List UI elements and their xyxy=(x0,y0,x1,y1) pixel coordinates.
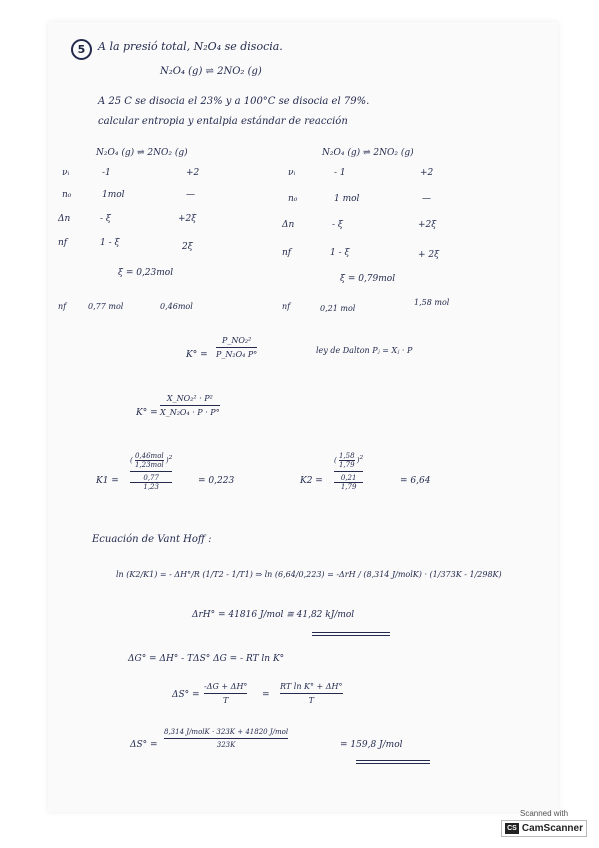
ds-expr-lhs: ΔS° = xyxy=(172,690,200,700)
right-table-header: N₂O₄ (g) ⇌ 2NO₂ (g) xyxy=(322,148,414,158)
right-final-a: 0,21 mol xyxy=(320,304,356,313)
fraction-bar xyxy=(280,693,343,694)
vant-hoff-equation: ln (K2/K1) = - ΔH°/R (1/T2 - 1/T1) ⇒ ln (6,64/0,223) = -ΔrH / (8,314 J/molK) · (1/373K - 1/298K) xyxy=(116,570,502,579)
k1-value: = 0,223 xyxy=(198,476,235,486)
watermark-name: CamScanner xyxy=(521,823,583,834)
dg-relations: ΔG° = ΔH° - TΔS° ΔG = - RT ln K° xyxy=(128,654,285,664)
ds-final-lhs: ΔS° = xyxy=(130,740,158,750)
k-x-lhs: K° = xyxy=(136,408,158,418)
right-cell: - ξ xyxy=(332,220,343,230)
right-row-label: Δn xyxy=(282,220,295,230)
left-xi: ξ = 0,23mol xyxy=(118,268,174,278)
left-row-label: n₀ xyxy=(62,190,72,200)
fraction-bar xyxy=(130,471,172,472)
left-final-a: 0,77 mol xyxy=(88,302,124,311)
k1-exp: 2 xyxy=(168,455,173,462)
watermark-brand xyxy=(501,820,587,837)
k-def-lhs: K° = xyxy=(186,350,208,360)
statement-line-2: A 25 C se disocia el 23% y a 100°C se disocia el 79%. xyxy=(98,96,370,107)
left-cell: — xyxy=(186,190,195,200)
ds-final-value: = 159,8 J/mol xyxy=(340,740,403,750)
underline xyxy=(312,635,390,636)
reaction-equation: N₂O₄ (g) ⇌ 2NO₂ (g) xyxy=(160,66,262,77)
right-final-b: 1,58 mol xyxy=(414,298,450,307)
k1-denominator xyxy=(130,474,172,491)
ds-expr-num1: -ΔG + ΔH° xyxy=(204,682,248,691)
right-row-label: n₀ xyxy=(288,194,298,204)
k-x-denominator: X_N₂O₄ · P · P° xyxy=(160,408,220,417)
k2-inner-den: 1,79 xyxy=(338,461,355,469)
problem-number: 5 xyxy=(71,39,92,60)
watermark-caption: Scanned with xyxy=(519,809,569,818)
k2-value: = 6,64 xyxy=(400,476,431,486)
left-cell: 1 - ξ xyxy=(100,238,120,248)
left-cell: +2 xyxy=(186,168,200,178)
k2-exp: 2 xyxy=(359,455,364,462)
underline xyxy=(356,763,430,764)
camscanner-watermark xyxy=(501,809,587,839)
right-row-label: νᵢ xyxy=(288,168,296,178)
underline xyxy=(312,632,390,633)
left-cell: 2ξ xyxy=(182,242,193,252)
left-cell: -1 xyxy=(102,168,111,178)
fraction-bar xyxy=(160,405,220,406)
fraction-bar xyxy=(216,347,257,348)
ds-final-numerator: 8,314 J/molK · 323K + 41820 J/mol xyxy=(164,728,289,736)
underline xyxy=(356,760,430,761)
k2-fraction xyxy=(334,452,363,491)
k2-inner-num: 1,58 xyxy=(338,452,355,460)
left-row-label: nf xyxy=(58,238,68,248)
ds-expr-den1: T xyxy=(223,696,229,705)
k-def-denominator: P_N₂O₄ P° xyxy=(216,350,258,359)
k1-inner-den: 1,23mol xyxy=(134,461,164,469)
k-def-fraction xyxy=(216,336,257,359)
ds-expr-den2: T xyxy=(308,696,314,705)
k2-lhs: K2 = xyxy=(300,476,323,486)
k1-den-num: 0,77 xyxy=(143,474,159,482)
right-row-label: nf xyxy=(282,248,292,258)
statement-line-3: calcular entropia y entalpia estándar de reacción xyxy=(98,116,348,127)
left-cell: +2ξ xyxy=(178,214,197,224)
k-def-numerator: P_NO₂² xyxy=(221,336,252,345)
k2-numerator: ( $\frac{1,58}{1,79}$ )$^2$ xyxy=(334,452,364,469)
ds-expr-eq: = xyxy=(262,690,270,700)
k2-den-den: 1,79 xyxy=(334,482,363,491)
fraction-bar xyxy=(164,738,288,739)
camscanner-icon: CS xyxy=(505,823,519,834)
right-cell: - 1 xyxy=(334,168,346,178)
left-final-label: nf xyxy=(58,302,67,311)
right-final-label: nf xyxy=(282,302,291,311)
k2-den-num: 0,21 xyxy=(340,474,357,482)
k2-denominator xyxy=(334,474,363,491)
k-x-numerator: X_NO₂² · P² xyxy=(166,394,213,403)
right-cell: +2ξ xyxy=(418,220,437,230)
dalton-law: ley de Dalton Pⱼ = Xⱼ · P xyxy=(316,346,413,355)
ds-final-denominator: 323K xyxy=(216,741,236,749)
vant-hoff-title: Ecuación de Vant Hoff : xyxy=(92,534,212,545)
left-cell: - ξ xyxy=(100,214,111,224)
fraction-bar xyxy=(204,693,247,694)
dh-result: ΔrH° = 41816 J/mol ≅ 41,82 kJ/mol xyxy=(192,610,355,620)
ds-expr-fraction-2 xyxy=(280,682,343,705)
k1-numerator: ( 0,46mol 1,23mol )$^2$ xyxy=(130,452,173,469)
right-cell: 1 mol xyxy=(334,194,360,204)
left-cell: 1mol xyxy=(102,190,125,200)
statement-line-1: A la presió total, N₂O₄ se disocia. xyxy=(98,40,283,53)
ds-expr-num2: RT ln K° + ΔH° xyxy=(280,682,343,691)
left-final-b: 0,46mol xyxy=(160,302,193,311)
k-x-fraction xyxy=(160,394,220,417)
k1-fraction xyxy=(130,452,172,491)
left-table-header: N₂O₄ (g) ⇌ 2NO₂ (g) xyxy=(96,148,188,158)
left-row-label: Δn xyxy=(58,214,71,224)
k1-inner-num: 0,46mol xyxy=(134,452,164,460)
k1-lhs: K1 = xyxy=(96,476,119,486)
ds-final-fraction xyxy=(164,728,288,749)
ds-expr-fraction-1 xyxy=(204,682,247,705)
left-row-label: νᵢ xyxy=(62,168,70,178)
right-cell: +2 xyxy=(420,168,434,178)
fraction-bar xyxy=(334,471,363,472)
k1-den-den: 1,23 xyxy=(130,482,172,491)
right-xi: ξ = 0,79mol xyxy=(340,274,396,284)
right-cell: — xyxy=(422,194,431,204)
right-cell: + 2ξ xyxy=(418,250,440,260)
right-cell: 1 - ξ xyxy=(330,248,350,258)
